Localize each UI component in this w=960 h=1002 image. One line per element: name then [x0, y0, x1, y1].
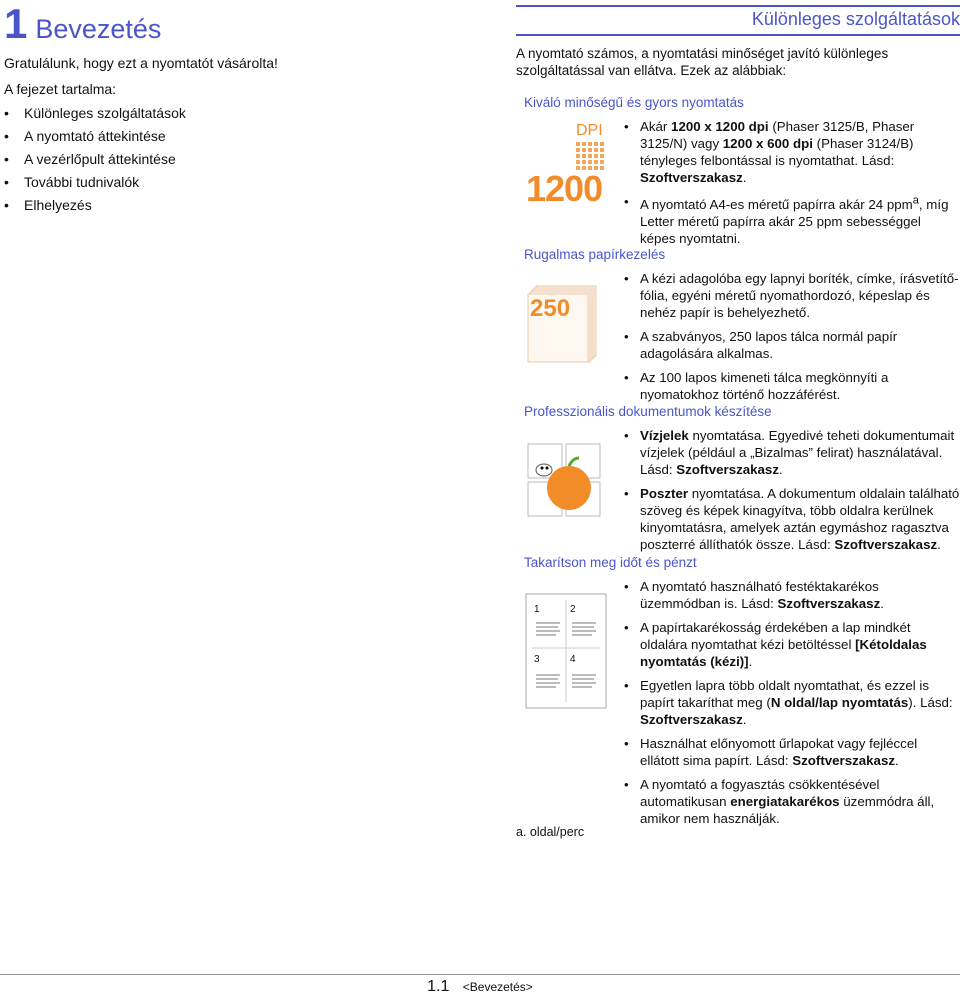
chapter-heading [4, 0, 161, 48]
text-run: üzemmódra áll, amikor nem használják. [640, 794, 935, 826]
text-run: . [778, 462, 783, 477]
toc-item[interactable]: • Különleges szolgáltatások [4, 105, 186, 121]
dpi-value: 1200 [526, 168, 603, 209]
toc-item[interactable]: • További tudnivalók [4, 174, 140, 190]
feature-bullets [624, 118, 960, 254]
text-run: a [912, 195, 919, 207]
bold-text: Poszter [640, 486, 689, 501]
bold-text: 1200 x 600 dpi [722, 136, 813, 151]
toc-item[interactable]: • A nyomtató áttekintése [4, 128, 166, 144]
paper-count: 250 [530, 295, 571, 322]
feature-heading: Kiváló minőségű és gyors nyomtatás [524, 95, 744, 110]
page-number: 2 [570, 604, 576, 615]
list-item: • Vízjelek nyomtatása. Egyedivé teheti dokumentumait vízjelek (például a „Bizalmas” felirat) használatával. Lásd: Szoftverszakasz. [624, 428, 955, 477]
footer-rule [0, 974, 960, 975]
page-number: 1 [534, 604, 540, 615]
dpi-illustration [524, 122, 614, 212]
list-item: • Akár 1200 x 1200 dpi (Phaser 3125/B, Phaser 3125/N) vagy 1200 x 600 dpi (Phaser 3124/B) tényleges felbontással is nyomtathat. Lásd: Szoftverszakasz. [624, 119, 915, 185]
feature-heading: Rugalmas papírkezelés [524, 247, 666, 262]
text-run: Használhat előnyomott űrlapokat vagy fejléccel ellátott sima papírt. Lásd: [640, 736, 918, 768]
paper-stack-illustration [524, 278, 604, 363]
list-item: • A nyomtató A4-es méretű papírra akár 24 ppm$^a$, míg Letter méretű papírra akár 25 ppm sebességgel képes nyomtatni. [624, 194, 949, 247]
bold-text: 1200 x 1200 dpi [671, 119, 769, 134]
section-title: Különleges szolgáltatások [751, 9, 960, 29]
bold-text: Vízjelek [640, 428, 689, 443]
text-run: . [742, 170, 747, 185]
footnote: a. oldal/perc [516, 825, 585, 839]
bold-text: N oldal/lap nyomtatás [770, 695, 909, 710]
text-run: Az 100 lapos kimeneti tálca megkönnyíti a nyomatokhoz történő hozzáférést. [640, 370, 889, 402]
text-run: (Phaser 3124/B) tényleges felbontással is nyomtathat. Lásd: [640, 136, 914, 168]
text-run: . [880, 596, 884, 611]
chapter-number: 1 [4, 0, 28, 47]
intro-text: Gratulálunk, hogy ezt a nyomtatót vásárolta! [4, 55, 278, 71]
feature-bullets [624, 578, 960, 834]
list-item: • A kézi adagolóba egy lapnyi boríték, címke, írásvetítő-fólia, egyéni méretű nyomathordozó, képeslap és nehéz papír is behelyezhető. [624, 271, 959, 320]
bold-text: energiatakarékos [730, 794, 840, 809]
list-item: • Poszter nyomtatása. A dokumentum oldalain található szöveg és képek kinagyítva, több oldalra kerülnek kinyomtatásra, amelyek aztán egymáshoz ragasztva poszterré állíthatók össze. Lásd: Szoftverszakasz. [624, 486, 960, 552]
text-run: . [748, 654, 753, 669]
feature-heading: Takarítson meg időt és pénzt [524, 555, 697, 570]
toc-item[interactable]: • A vezérlőpult áttekintése [4, 151, 176, 167]
list-item: • A papírtakarékosság érdekében a lap mindkét oldalára nyomtathat kézi betöltéssel [Kétoldalas nyomtatás (kézi)]. [624, 620, 927, 669]
text-run: . [937, 537, 941, 552]
text-run: Akár [640, 119, 672, 134]
feature-bullets [624, 427, 960, 560]
feature-bullets [624, 270, 960, 410]
feature-heading: Professzionális dokumentumok készítése [524, 404, 772, 419]
poster-illustration [524, 440, 604, 520]
table-of-contents [4, 104, 186, 219]
text-run: A nyomtató A4-es méretű papírra akár 24 ppm [640, 197, 913, 213]
page-footer [0, 978, 960, 996]
list-item: • A nyomtató a fogyasztás csökkentésével automatikusan energiatakarékos üzemmódra áll, amikor nem használják. [624, 777, 935, 826]
section-rule-bottom [516, 34, 960, 36]
bold-text: [Kétoldalas nyomtatás (kézi)] [640, 637, 927, 669]
section-intro: A nyomtató számos, a nyomtatási minőséget javító különleges szolgáltatással van ellátva. Ezek az alábbiak: [516, 46, 889, 78]
text-run: A papírtakarékosság érdekében a lap mindkét oldalára nyomtathat kézi betöltéssel [640, 620, 911, 652]
text-run: . [742, 712, 747, 727]
list-item: • A nyomtató használható festéktakarékos üzemmódban is. Lásd: Szoftverszakasz. [624, 579, 884, 611]
page-number: 4 [570, 654, 576, 665]
text-run: , míg Letter méretű papírra akár 25 ppm sebességgel képes nyomtatni. [640, 197, 949, 247]
poster-apple-icon [524, 440, 604, 520]
chapter-title: Bevezetés [35, 14, 162, 44]
text-run: A szabványos, 250 lapos tálca normál papír adagolására alkalmas. [640, 329, 898, 361]
section-rule-top [516, 5, 960, 7]
bold-text: Szoftverszakasz [676, 462, 779, 477]
toc-item[interactable]: • Elhelyezés [4, 197, 92, 213]
bold-text: Szoftverszakasz [777, 596, 881, 611]
dpi-label: DPI [576, 122, 603, 139]
text-run: (Phaser 3125/B, Phaser 3125/N) vagy [640, 119, 915, 151]
page-number: 1.1 [427, 978, 450, 995]
text-run: A nyomtató használható festéktakarékos üzemmódban is. Lásd: [640, 579, 879, 611]
list-item: • Használhat előnyomott űrlapokat vagy fejléccel ellátott sima papírt. Lásd: Szoftverszakasz. [624, 736, 918, 768]
text-run: Egyetlen lapra több oldalt nyomtathat, és ezzel is papírt takaríthat meg ( [640, 678, 930, 710]
page-number: 3 [534, 654, 540, 665]
text-run: . [895, 753, 899, 768]
footer-chapter: <Bevezetés> [462, 980, 533, 994]
n-up-illustration [524, 592, 608, 712]
bold-text: Szoftverszakasz [640, 712, 743, 727]
text-run: ). Lásd: [908, 695, 953, 710]
text-run: A nyomtató a fogyasztás csökkentésével automatikusan [640, 777, 880, 809]
list-item: • Az 100 lapos kimeneti tálca megkönnyíti a nyomatokhoz történő hozzáférést. [624, 370, 889, 402]
bold-text: Szoftverszakasz [834, 537, 938, 552]
list-item: • A szabványos, 250 lapos tálca normál papír adagolására alkalmas. [624, 329, 898, 361]
text-run: nyomtatása. Egyedivé teheti dokumentumait vízjelek (például a „Bizalmas” felirat) használatával. Lásd: [640, 428, 955, 477]
list-item: • Egyetlen lapra több oldalt nyomtathat, és ezzel is papírt takaríthat meg (N oldal/lap nyomtatás). Lásd: Szoftverszakasz. [624, 678, 953, 727]
toc-label: A fejezet tartalma: [4, 81, 117, 97]
text-run: A kézi adagolóba egy lapnyi boríték, címke, írásvetítő-fólia, egyéni méretű nyomathordozó, képeslap és nehéz papír is behelyezhető. [640, 271, 959, 320]
bold-text: Szoftverszakasz [792, 753, 895, 768]
text-run: nyomtatása. A dokumentum oldalain található szöveg és képek kinagyítva, több oldalra kerülnek kinyomtatásra, amelyek aztán egymáshoz ragasztva poszterré állíthatók össze. Lásd: [640, 486, 960, 552]
bold-text: Szoftverszakasz [640, 170, 743, 185]
